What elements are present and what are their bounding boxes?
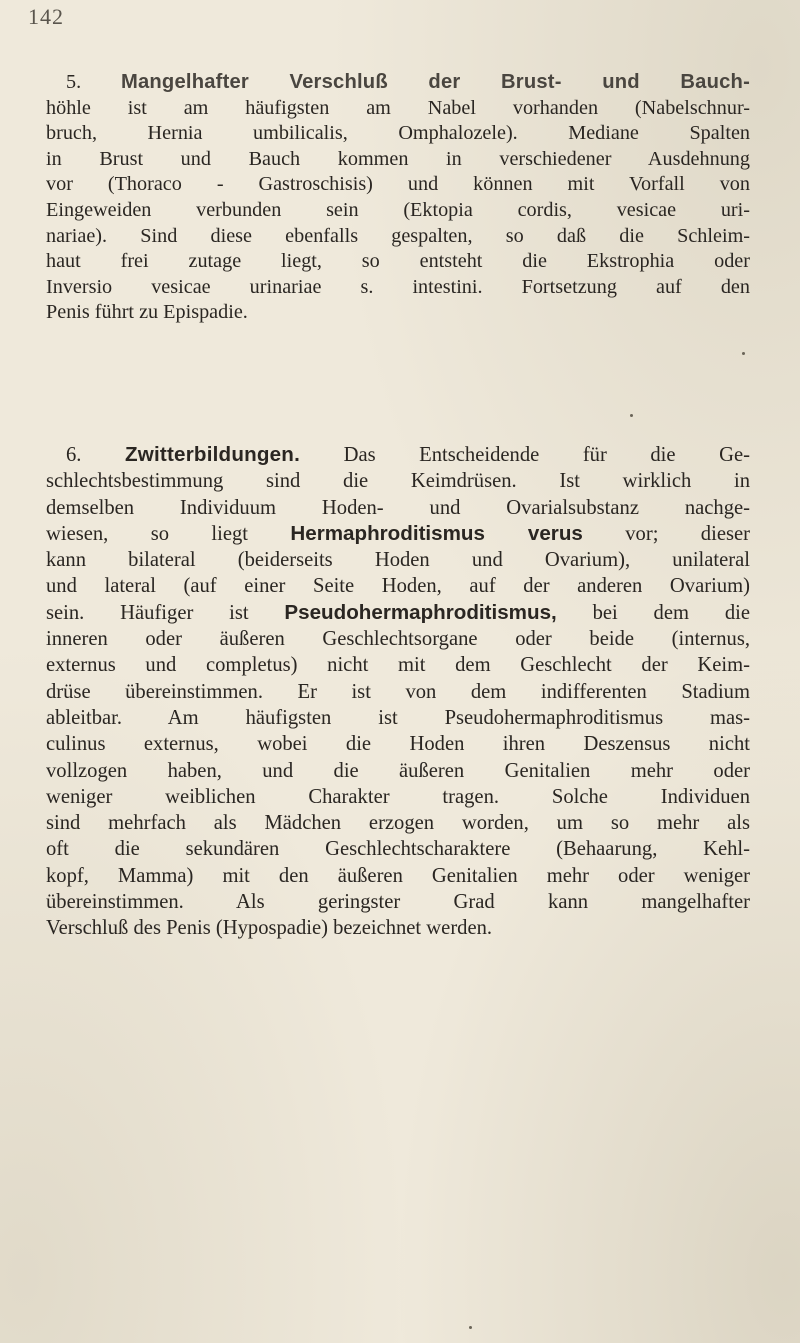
text-line: inneren oder äußeren Geschlechtsorgane oder beide (internus, [46, 628, 750, 651]
section-5-paragraph [46, 70, 750, 326]
text-line: sind mehrfach als Mädchen erzogen worden, um so mehr als [46, 812, 750, 835]
text-line: kann bilateral (beiderseits Hoden und Ovarium), unilateral [46, 549, 750, 572]
text-line: demselben Individuum Hoden- und Ovarialsubstanz nachge- [46, 496, 750, 519]
text-line: Eingeweiden verbunden sein (Ektopia cordis, vesicae uri- [46, 198, 750, 221]
text-line: haut frei zutage liegt, so entsteht die Ekstrophia oder [46, 250, 750, 273]
text-line: Inversio vesicae urinariae s. intestini. Fortsetzung auf den [46, 275, 750, 298]
text-line: drüse übereinstimmen. Er ist von dem indifferenten Stadium [46, 680, 750, 703]
text-line: kopf, Mamma) mit den äußeren Genitalien mehr oder weniger [46, 864, 750, 887]
text-line: vollzogen haben, und die äußeren Genitalien mehr oder [46, 759, 750, 782]
term-pseudohermaphroditismus: Pseudohermaphroditismus, [284, 600, 557, 624]
text-line: höhle ist am häufigsten am Nabel vorhanden (Nabelschnur- [46, 96, 750, 119]
section-5-heading: Mangelhafter Verschluß der Brust- und Bauch- [120, 71, 750, 93]
section-5-heading-line [46, 70, 750, 96]
text-line: und lateral (auf einer Seite Hoden, auf der anderen Ovarium) [46, 575, 750, 598]
section-5-number: 5. [66, 71, 82, 93]
section-6-heading: Zwitterbildungen. [125, 443, 301, 466]
text-line: Penis führt zu Epispadie. [46, 301, 248, 324]
text-line: Verschluß des Penis (Hypospadie) bezeichnet werden. [46, 917, 493, 940]
text-line: ableitbar. Am häufigsten ist Pseudohermaphroditismus mas- [46, 706, 750, 729]
text-line: culinus externus, wobei die Hoden ihren Deszensus nicht [46, 733, 750, 756]
section-6-paragraph [46, 442, 750, 942]
text-line: externus und completus) nicht mit dem Geschlecht der Keim- [46, 654, 750, 677]
text-line: in Brust und Bauch kommen in verschiedener Ausdehnung [46, 147, 750, 170]
text-segment: vor; dieser [582, 522, 750, 545]
text-segment: sein. Häufiger ist [46, 601, 285, 624]
term-hermaphroditismus-verus: Hermaphroditismus verus [290, 521, 583, 545]
text-line: nariae). Sind diese ebenfalls gespalten, so daß die Schleim- [46, 224, 750, 247]
text-line: bruch, Hernia umbilicalis, Omphalozele). Mediane Spalten [46, 122, 750, 145]
text-line: übereinstimmen. Als geringster Grad kann mangelhafter [46, 891, 750, 914]
text-segment: wiesen, so liegt [46, 522, 291, 545]
text-line: oft die sekundären Geschlechtscharaktere (Behaarung, Kehl- [46, 838, 750, 861]
paper-speck [630, 414, 633, 417]
text-line: weniger weiblichen Charakter tragen. Solche Individuen [46, 785, 750, 808]
text-line: schlechtsbestimmung sind die Keimdrüsen. Ist wirklich in [46, 470, 750, 493]
page-number: 142 [28, 4, 64, 29]
paper-speck [469, 1326, 472, 1329]
section-6-number: 6. [66, 444, 82, 466]
text-line-with-term [46, 600, 750, 626]
section-6-line-1-rest: Das Entscheidende für die Ge- [300, 444, 750, 466]
text-line-with-term [46, 521, 750, 547]
text-line: vor (Thoraco - Gastroschisis) und können mit Vorfall von [46, 173, 750, 196]
paper-speck [742, 352, 745, 355]
section-6-heading-line [46, 442, 750, 468]
text-segment: bei dem die [556, 601, 750, 624]
